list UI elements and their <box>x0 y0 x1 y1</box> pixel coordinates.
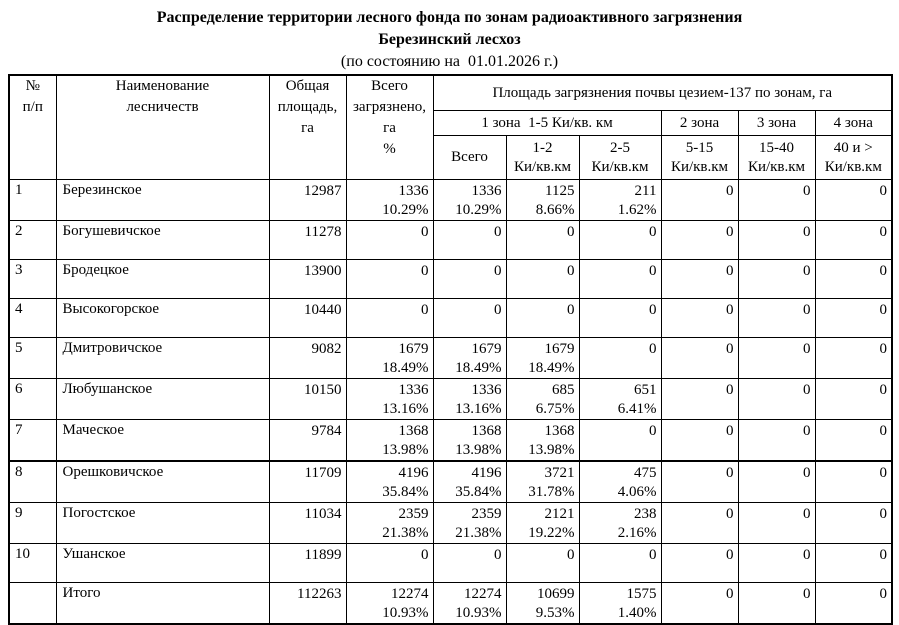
header-line: Ки/кв.км <box>747 158 806 175</box>
cell-value: 10699 <box>537 586 575 602</box>
cell-percent: 13.98% <box>455 442 502 458</box>
zone3-cell <box>738 338 815 379</box>
cell-value: 0 <box>879 547 888 563</box>
zone3-cell <box>738 180 815 221</box>
cell-percent: 6.41% <box>617 401 657 417</box>
col-header-zone4: 4 зона <box>815 111 892 136</box>
cell-value: 0 <box>803 183 811 199</box>
row-number-cell <box>9 583 56 625</box>
zone1b-cell <box>579 461 661 503</box>
forestry-name-cell: Березинское <box>56 180 269 221</box>
header-line: Ки/кв.км <box>824 158 882 175</box>
cell-percent: 21.38% <box>382 525 429 541</box>
total-area-cell <box>269 180 346 221</box>
table-row <box>9 461 892 503</box>
zone1a-cell <box>506 420 579 462</box>
zone1a-cell <box>506 338 579 379</box>
zone2-cell <box>661 544 738 583</box>
cell-percent: 19.22% <box>528 525 575 541</box>
cell-percent: 10.29% <box>455 202 502 218</box>
cell-percent: 1.62% <box>617 202 657 218</box>
zone1a-cell <box>506 583 579 625</box>
cell-percent: 10.93% <box>455 605 502 621</box>
zone4-cell <box>815 180 892 221</box>
zone1a-cell <box>506 260 579 299</box>
cell-value: 1336 <box>471 382 502 398</box>
report-title: Распределение территории лесного фонда по зонам радиоактивного загрязнения <box>156 9 743 26</box>
total-area-cell <box>269 221 346 260</box>
zone3-cell <box>738 379 815 420</box>
cell-value: 0 <box>803 586 811 602</box>
cell-value: 9784 <box>311 423 342 439</box>
zone1-total-cell <box>433 338 506 379</box>
cell-value: 0 <box>494 302 502 318</box>
cell-percent: 21.38% <box>455 525 502 541</box>
cell-value: 0 <box>879 183 888 199</box>
header-line: га <box>301 120 314 136</box>
cell-percent: 13.16% <box>382 401 429 417</box>
cell-value: 0 <box>726 224 734 240</box>
cell-value: 0 <box>803 341 811 357</box>
header-line: 2-5 <box>610 139 630 156</box>
table-row <box>9 299 892 338</box>
cell-value: 12274 <box>464 586 502 602</box>
cell-value: 1336 <box>471 183 502 199</box>
total-area-cell <box>269 260 346 299</box>
forestry-name-cell: Маческое <box>56 420 269 462</box>
zone4-cell <box>815 379 892 420</box>
cell-value: 0 <box>879 341 888 357</box>
forestry-name-cell: Высокогорское <box>56 299 269 338</box>
table-row <box>9 503 892 544</box>
table-row <box>9 420 892 462</box>
header-line: Общая <box>285 78 330 94</box>
cell-value: 0 <box>726 423 734 439</box>
table-header <box>9 75 892 180</box>
zone2-cell <box>661 299 738 338</box>
cell-value: 0 <box>879 465 888 481</box>
total-contaminated-cell <box>346 420 433 462</box>
table-body <box>9 180 892 625</box>
zone1b-cell <box>579 379 661 420</box>
total-area-cell <box>269 338 346 379</box>
header-line: Ки/кв.км <box>591 158 649 175</box>
total-contaminated-cell <box>346 583 433 625</box>
zone1a-cell <box>506 221 579 260</box>
cell-value: 0 <box>803 263 811 279</box>
cell-value: 0 <box>879 586 888 602</box>
col-header-zone2: 2 зона <box>661 111 738 136</box>
table-row <box>9 180 892 221</box>
cell-value: 2121 <box>544 506 575 522</box>
cell-percent: 10.29% <box>382 202 429 218</box>
cell-value: 0 <box>726 263 734 279</box>
zone4-cell <box>815 260 892 299</box>
cell-value: 0 <box>649 341 657 357</box>
forestry-name-cell: Погостское <box>56 503 269 544</box>
zone3-cell <box>738 583 815 625</box>
cell-value: 1368 <box>471 423 502 439</box>
cell-value: 0 <box>567 302 575 318</box>
cell-value: 4196 <box>471 465 502 481</box>
row-number-cell: 7 <box>9 420 56 462</box>
cell-percent: 1.40% <box>617 605 657 621</box>
zone2-cell <box>661 221 738 260</box>
cell-value: 10440 <box>304 302 342 318</box>
cell-value: 0 <box>421 547 429 563</box>
cell-value: 0 <box>879 382 888 398</box>
report-title-block <box>0 0 899 72</box>
zone1a-cell <box>506 503 579 544</box>
zone2-cell <box>661 583 738 625</box>
zone1b-cell <box>579 338 661 379</box>
cell-value: 0 <box>879 423 888 439</box>
zone3-cell <box>738 299 815 338</box>
zone2-cell <box>661 461 738 503</box>
forestry-name-cell: Бродецкое <box>56 260 269 299</box>
col-header-zone1-total: Всего <box>433 136 506 180</box>
row-number-cell: 5 <box>9 338 56 379</box>
zone1a-cell <box>506 299 579 338</box>
forestry-name-cell: Ушанское <box>56 544 269 583</box>
cell-value: 0 <box>803 423 811 439</box>
cell-value: 112263 <box>297 586 342 602</box>
cell-value: 2359 <box>398 506 429 522</box>
col-header-total-area <box>269 75 346 180</box>
cell-value: 0 <box>879 302 888 318</box>
total-area-cell <box>269 420 346 462</box>
zone3-cell <box>738 503 815 544</box>
zone1a-cell <box>506 379 579 420</box>
cell-value: 1368 <box>398 423 429 439</box>
cell-value: 12987 <box>304 183 342 199</box>
cell-value: 0 <box>803 547 811 563</box>
zone2-cell <box>661 338 738 379</box>
cell-value: 0 <box>803 506 811 522</box>
zone1-total-cell <box>433 461 506 503</box>
cell-value: 0 <box>649 224 657 240</box>
cell-value: 13900 <box>304 263 342 279</box>
zone2-cell <box>661 180 738 221</box>
forestry-name-cell: Богушевичское <box>56 221 269 260</box>
col-header-zone2-range <box>661 136 738 180</box>
cell-percent: 18.49% <box>382 360 429 376</box>
header-line: площадь, <box>277 99 338 115</box>
table-row <box>9 338 892 379</box>
zone3-cell <box>738 461 815 503</box>
cell-percent: 10.93% <box>382 605 429 621</box>
cell-percent: 18.49% <box>455 360 502 376</box>
cell-percent: 35.84% <box>455 484 502 500</box>
zone1b-cell <box>579 221 661 260</box>
cell-value: 0 <box>649 547 657 563</box>
total-contaminated-cell <box>346 379 433 420</box>
total-area-cell <box>269 379 346 420</box>
cell-value: 11709 <box>304 465 342 481</box>
zone4-cell <box>815 503 892 544</box>
cell-value: 0 <box>726 382 734 398</box>
row-number-cell: 2 <box>9 221 56 260</box>
cell-value: 0 <box>803 224 811 240</box>
row-number-cell: 1 <box>9 180 56 221</box>
cell-percent: 8.66% <box>535 202 575 218</box>
header-line: лесничеств <box>126 99 199 115</box>
cell-value: 1679 <box>544 341 575 357</box>
col-header-total-contaminated <box>346 75 433 180</box>
total-contaminated-cell <box>346 338 433 379</box>
row-number-cell: 6 <box>9 379 56 420</box>
table-row <box>9 221 892 260</box>
total-contaminated-cell <box>346 260 433 299</box>
zone2-cell <box>661 503 738 544</box>
cell-value: 0 <box>421 302 429 318</box>
header-line: п/п <box>22 99 43 115</box>
zone1b-cell <box>579 544 661 583</box>
cell-percent: 13.16% <box>455 401 502 417</box>
contamination-table <box>8 74 893 625</box>
total-contaminated-cell <box>346 180 433 221</box>
zone1-total-cell <box>433 379 506 420</box>
total-contaminated-cell <box>346 461 433 503</box>
total-area-cell <box>269 461 346 503</box>
cell-value: 651 <box>634 382 657 398</box>
zone1b-cell <box>579 260 661 299</box>
header-line: % <box>383 141 396 157</box>
cell-value: 0 <box>803 382 811 398</box>
zone1a-cell <box>506 461 579 503</box>
cell-value: 0 <box>494 224 502 240</box>
zone1-total-cell <box>433 583 506 625</box>
cell-value: 0 <box>726 506 734 522</box>
cell-value: 2359 <box>471 506 502 522</box>
zone3-cell <box>738 221 815 260</box>
forestry-name-cell: Орешковичское <box>56 461 269 503</box>
cell-value: 0 <box>567 224 575 240</box>
cell-value: 0 <box>567 547 575 563</box>
table-row <box>9 379 892 420</box>
header-line: 1-2 <box>532 139 553 156</box>
col-header-zone1a <box>506 136 579 180</box>
col-header-zone3: 3 зона <box>738 111 815 136</box>
cell-value: 0 <box>879 263 888 279</box>
cell-value: 1336 <box>398 183 429 199</box>
zone1b-cell <box>579 420 661 462</box>
cell-value: 9082 <box>311 341 342 357</box>
row-number-cell: 9 <box>9 503 56 544</box>
cell-value: 0 <box>726 465 734 481</box>
row-number-cell: 10 <box>9 544 56 583</box>
cell-percent: 13.98% <box>382 442 429 458</box>
cell-percent: 4.06% <box>617 484 657 500</box>
col-header-row-number <box>9 75 56 180</box>
col-header-zone4-range <box>815 136 892 180</box>
cell-value: 685 <box>552 382 575 398</box>
zone1-total-cell <box>433 299 506 338</box>
zone3-cell <box>738 420 815 462</box>
cell-value: 0 <box>649 263 657 279</box>
report-date: (по состоянию на 01.01.2026 г.) <box>340 53 559 70</box>
zone3-cell <box>738 260 815 299</box>
header-line: 5-15 <box>685 139 714 156</box>
forestry-name-cell: Любушанское <box>56 379 269 420</box>
cell-value: 3721 <box>544 465 575 481</box>
zone4-cell <box>815 544 892 583</box>
cell-value: 0 <box>726 302 734 318</box>
zone1-total-cell <box>433 420 506 462</box>
cell-value: 0 <box>726 183 734 199</box>
header-line: Ки/кв.км <box>670 158 729 175</box>
zone1b-cell <box>579 583 661 625</box>
zone1-total-cell <box>433 221 506 260</box>
cell-value: 0 <box>726 586 734 602</box>
cell-value: 0 <box>494 263 502 279</box>
cell-value: 0 <box>726 547 734 563</box>
cell-value: 11034 <box>304 506 342 522</box>
cell-value: 211 <box>634 183 657 199</box>
cell-value: 4196 <box>398 465 429 481</box>
cell-value: 1125 <box>545 183 575 199</box>
cell-value: 0 <box>649 423 657 439</box>
zone3-cell <box>738 544 815 583</box>
zone4-cell <box>815 338 892 379</box>
cell-percent: 9.53% <box>535 605 575 621</box>
cell-value: 1679 <box>398 341 429 357</box>
zone1a-cell <box>506 544 579 583</box>
cell-value: 1368 <box>544 423 575 439</box>
total-area-cell <box>269 503 346 544</box>
cell-value: 0 <box>803 302 811 318</box>
header-line: Наименование <box>115 78 210 94</box>
cell-value: 475 <box>634 465 657 481</box>
zone2-cell <box>661 260 738 299</box>
cell-value: 10150 <box>304 382 342 398</box>
header-line: № <box>25 78 40 94</box>
header-line: га <box>383 120 396 136</box>
cell-value: 0 <box>494 547 502 563</box>
total-contaminated-cell <box>346 221 433 260</box>
cell-value: 0 <box>567 263 575 279</box>
row-number-cell: 4 <box>9 299 56 338</box>
zone1a-cell <box>506 180 579 221</box>
col-header-zone3-range <box>738 136 815 180</box>
header-line: Всего <box>371 78 408 94</box>
table-total-row <box>9 583 892 625</box>
table-row <box>9 544 892 583</box>
cell-value: 1575 <box>626 586 657 602</box>
cell-value: 0 <box>803 465 811 481</box>
cell-value: 0 <box>726 341 734 357</box>
table-row <box>9 260 892 299</box>
header-line: загрязнено, <box>352 99 427 115</box>
cell-value: 0 <box>649 302 657 318</box>
total-area-cell <box>269 544 346 583</box>
cell-value: 238 <box>634 506 657 522</box>
total-contaminated-cell <box>346 503 433 544</box>
cell-value: 0 <box>879 506 888 522</box>
zone1b-cell <box>579 299 661 338</box>
cell-value: 11899 <box>304 547 342 563</box>
zone2-cell <box>661 379 738 420</box>
row-number-cell: 8 <box>9 461 56 503</box>
zone1b-cell <box>579 503 661 544</box>
header-line: 15-40 <box>759 139 794 156</box>
cell-value: 0 <box>421 263 429 279</box>
cell-value: 12274 <box>391 586 429 602</box>
cell-percent: 18.49% <box>528 360 575 376</box>
cell-value: 0 <box>879 224 888 240</box>
header-line: 40 и > <box>833 139 873 156</box>
cell-value: 11278 <box>304 224 342 240</box>
col-header-zones-group: Площадь загрязнения почвы цезием-137 по зонам, га <box>433 75 892 111</box>
zone1-total-cell <box>433 260 506 299</box>
cell-percent: 2.16% <box>617 525 657 541</box>
header-line: Ки/кв.км <box>513 158 572 175</box>
forestry-name-cell: Дмитровичское <box>56 338 269 379</box>
cell-value: 0 <box>421 224 429 240</box>
total-contaminated-cell <box>346 299 433 338</box>
report-subtitle: Березинский лесхоз <box>378 31 521 48</box>
zone4-cell <box>815 420 892 462</box>
col-header-zone1b <box>579 136 661 180</box>
total-area-cell <box>269 583 346 625</box>
col-header-zone1-group: 1 зона 1-5 Ки/кв. км <box>433 111 661 136</box>
zone1-total-cell <box>433 544 506 583</box>
cell-value: 1679 <box>471 341 502 357</box>
total-area-cell <box>269 299 346 338</box>
cell-value: 1336 <box>398 382 429 398</box>
zone1b-cell <box>579 180 661 221</box>
cell-percent: 35.84% <box>382 484 429 500</box>
zone4-cell <box>815 299 892 338</box>
zone4-cell <box>815 461 892 503</box>
forestry-name-cell: Итого <box>56 583 269 625</box>
zone4-cell <box>815 583 892 625</box>
col-header-forestry-name <box>56 75 269 180</box>
total-contaminated-cell <box>346 544 433 583</box>
zone1-total-cell <box>433 503 506 544</box>
cell-percent: 13.98% <box>528 442 575 458</box>
row-number-cell: 3 <box>9 260 56 299</box>
zone1-total-cell <box>433 180 506 221</box>
cell-percent: 31.78% <box>528 484 575 500</box>
zone4-cell <box>815 221 892 260</box>
cell-percent: 6.75% <box>535 401 575 417</box>
zone2-cell <box>661 420 738 462</box>
